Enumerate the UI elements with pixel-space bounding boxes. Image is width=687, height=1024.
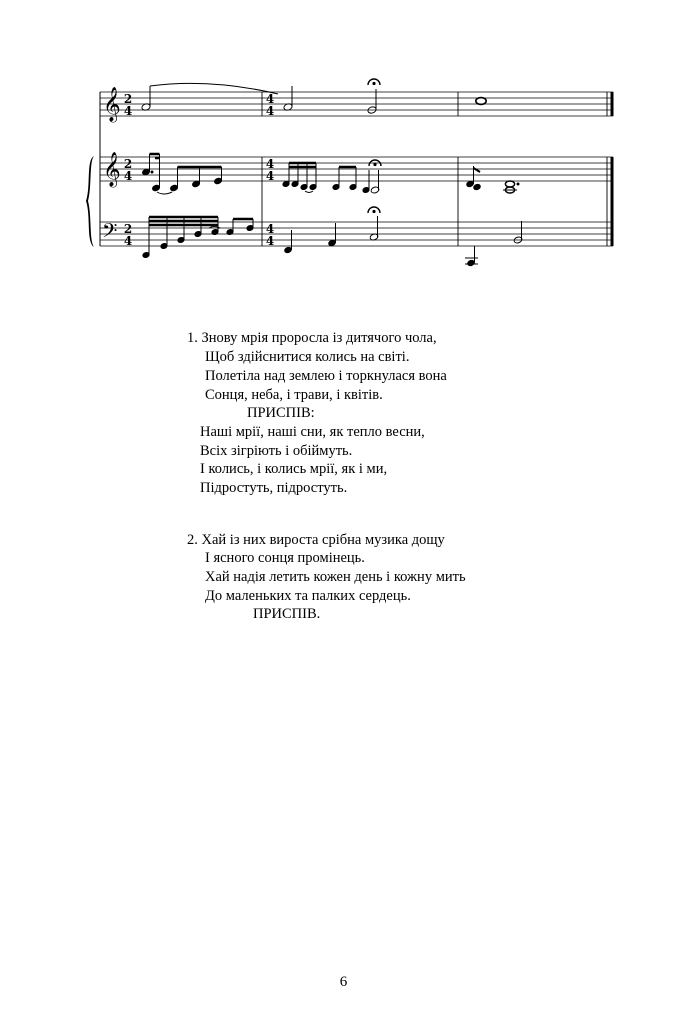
chorus-heading: ПРИСПІВ: xyxy=(247,405,315,421)
time-sig-bottom: 4 xyxy=(265,169,275,183)
chorus-reference: ПРИСПІВ. xyxy=(253,606,321,622)
time-sig-bottom: 4 xyxy=(265,234,275,248)
time-sig-top: 4 xyxy=(265,92,275,106)
treble-clef-icon: 𝄞 xyxy=(103,152,121,187)
time-sig-bottom: 4 xyxy=(123,169,133,183)
page-number: 6 xyxy=(339,974,348,990)
time-sig-top: 4 xyxy=(265,222,275,236)
treble-clef-icon: 𝄞 xyxy=(103,87,121,122)
time-sig-top: 2 xyxy=(123,222,133,236)
time-sig-bottom: 4 xyxy=(123,104,133,118)
chorus-line: Підростуть, підростуть. xyxy=(200,480,348,496)
verse2-line: Хай надія летить кожен день і кожну мить xyxy=(205,569,466,585)
chorus-line: Всіх зігріють і обіймуть. xyxy=(200,443,353,459)
chorus-line: І колись, і колись мрії, як і ми, xyxy=(200,461,388,477)
time-sig-top: 4 xyxy=(265,157,275,171)
verse2-line: До маленьких та палких сердець. xyxy=(205,588,411,604)
time-sig-top: 2 xyxy=(123,92,133,106)
time-sig-top: 2 xyxy=(123,157,133,171)
verse1-line: Щоб здійснитися колись на світі. xyxy=(205,349,410,365)
verse1-line: Полетіла над землею і торкнулася вона xyxy=(205,368,447,384)
verse1-line: 1. Знову мрія проросла із дитячого чола, xyxy=(187,330,437,346)
time-sig-bottom: 4 xyxy=(123,234,133,248)
verse1-line: Сонця, неба, і трави, і квітів. xyxy=(205,387,383,403)
verse2-line: 2. Хай із них вироста срібна музика дощу xyxy=(187,532,445,548)
verse2-line: І ясного сонця промінець. xyxy=(205,550,365,566)
chorus-line: Наші мрії, наші сни, як тепло весни, xyxy=(200,424,425,440)
time-sig-bottom: 4 xyxy=(265,104,275,118)
bass-clef-icon: 𝄢 xyxy=(102,219,118,247)
